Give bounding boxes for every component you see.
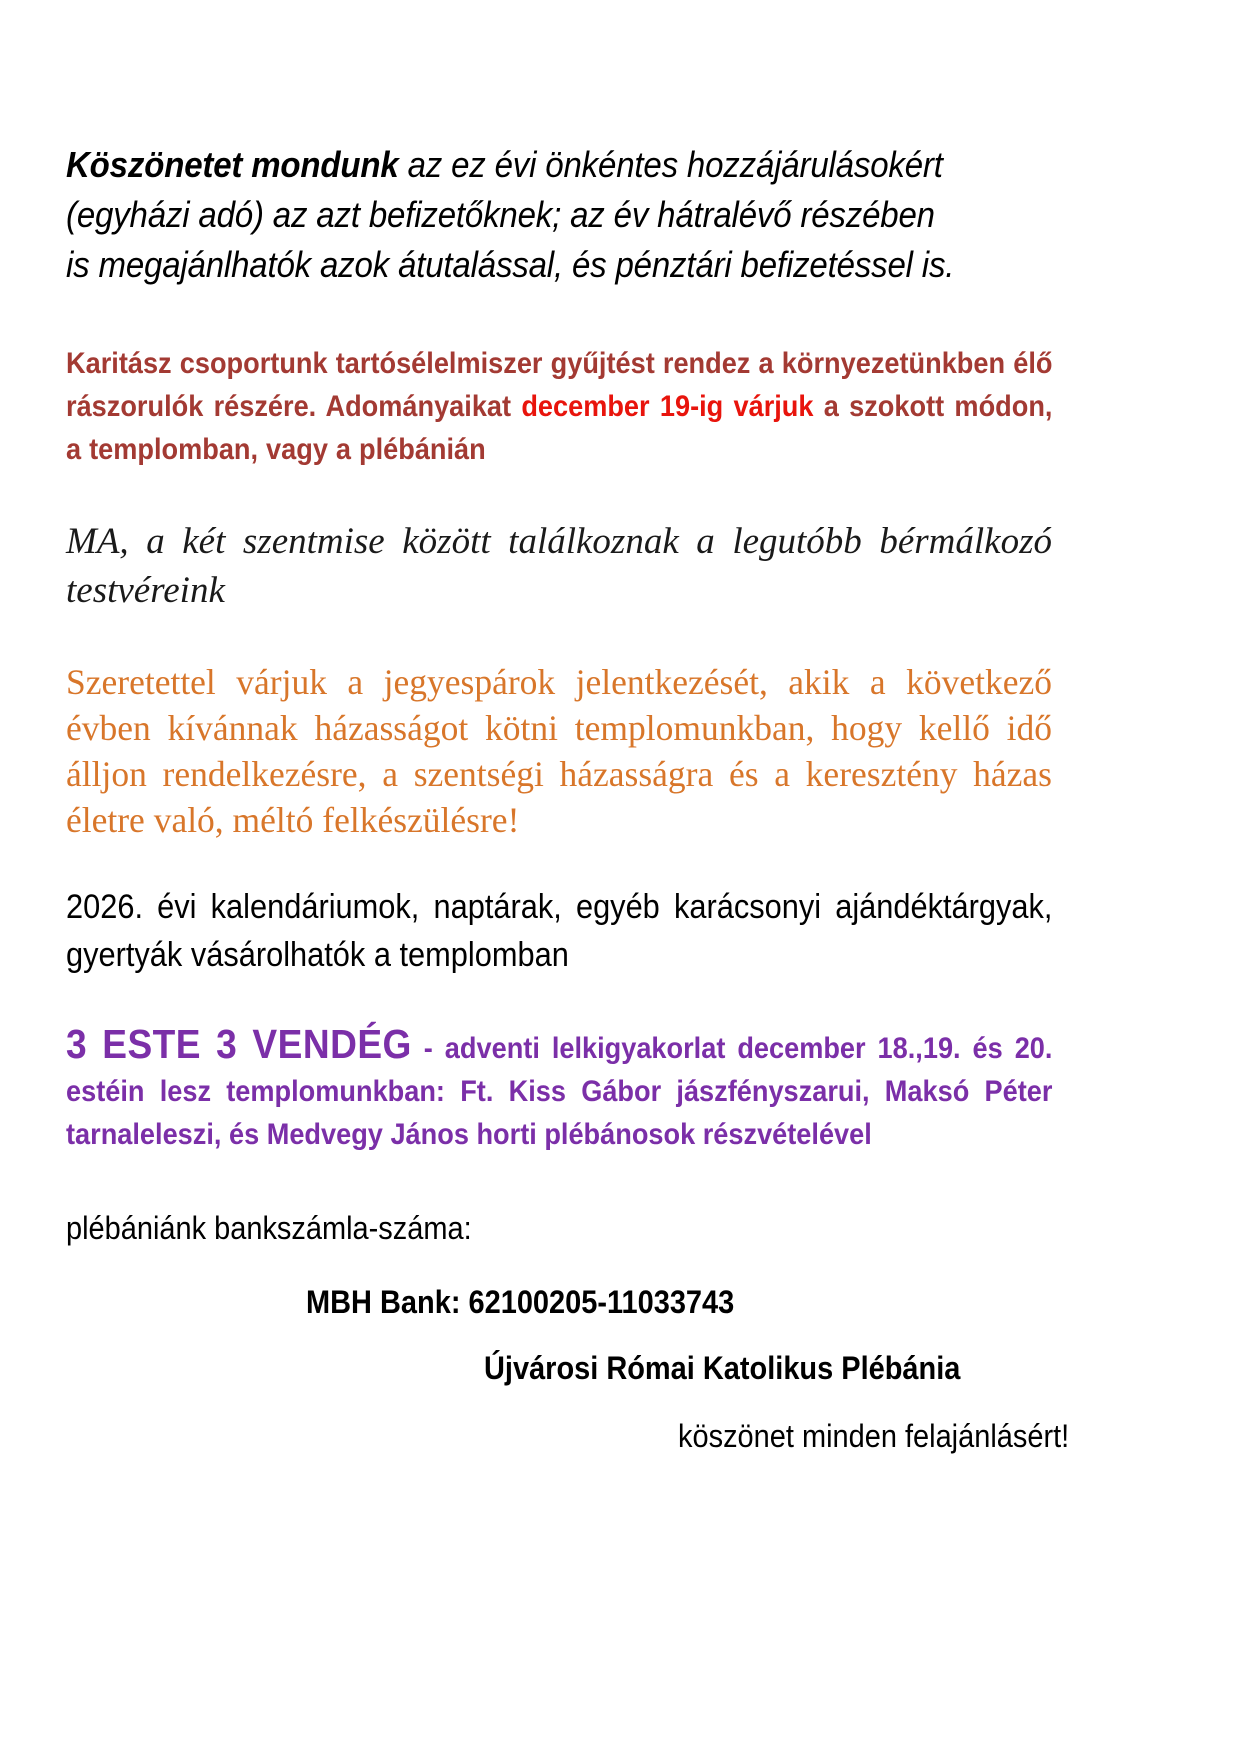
bulletin-content bbox=[66, 140, 1070, 1456]
spacer bbox=[66, 1156, 1052, 1208]
paragraph-calendar-sale: 2026. évi kalendáriumok, naptárak, egyéb karácsonyi ajándéktárgyak, gyertyák vásárolhatók a templomban bbox=[66, 888, 1053, 974]
thanks-note: köszönet minden felajánlásért! bbox=[678, 1418, 1070, 1454]
spacer bbox=[66, 1322, 1052, 1348]
advent-retreat-title: 3 ESTE 3 VENDÉG bbox=[66, 1021, 412, 1067]
paragraph-caritas bbox=[66, 342, 1052, 471]
spacer bbox=[66, 290, 1052, 342]
paragraph-advent-retreat bbox=[66, 1023, 1052, 1156]
paragraph-confirmation: MA, a két szentmise között találkoznak a legutóbb bérmálkozó testvéreink bbox=[66, 521, 1052, 611]
parish-name: Újvárosi Római Katolikus Plébánia bbox=[484, 1350, 961, 1386]
spacer bbox=[66, 1248, 1052, 1282]
paragraph-thanks-body: az ez évi önkéntes hozzájárulásokért (egyházi adó) az azt befizetőknek; az év hátralévő részében is megajánlhatók azok átutalással, és pénztári befizetéssel is. bbox=[66, 144, 955, 285]
paragraph-thanks-lead: Köszönetet mondunk bbox=[66, 144, 399, 185]
paragraph-caritas-part2: a szokott módon, a templomban, vagy a plébánián bbox=[66, 390, 1053, 466]
spacer bbox=[66, 1388, 1052, 1416]
spacer bbox=[66, 615, 1052, 659]
paragraph-thanks bbox=[66, 140, 958, 290]
paragraph-caritas-deadline: december 19-ig várjuk bbox=[521, 390, 814, 423]
spacer bbox=[66, 979, 1052, 1023]
spacer bbox=[66, 843, 1052, 883]
paragraph-caritas-part1: Karitász csoportunk tartósélelmiszer gyűjtést rendez a környezetünkben élő rászorulók részére. Adományaikat bbox=[66, 347, 1053, 423]
spacer bbox=[66, 471, 1052, 517]
paragraph-wedding-preparation: Szeretettel várjuk a jegyespárok jelentkezését, akik a következő évben kívánnak házasságot kötni templomunkban, hogy kellő idő álljon rendelkezésre, a szentségi házasságra és a keresztény házas életre való, méltó felkészülésre! bbox=[66, 662, 1052, 840]
bank-account-label: plébániánk bankszámla-száma: bbox=[66, 1210, 472, 1246]
advent-retreat-body: - adventi lelkigyakorlat december 18.,19. és 20. estéin lesz templomunkban: Ft. Kiss Gábor jászfényszarui, Maksó Péter tarnaleleszi, és Medvegy János horti plébánosok részvételével bbox=[66, 1032, 1053, 1151]
bank-account-number: MBH Bank: 62100205-11033743 bbox=[306, 1284, 735, 1320]
